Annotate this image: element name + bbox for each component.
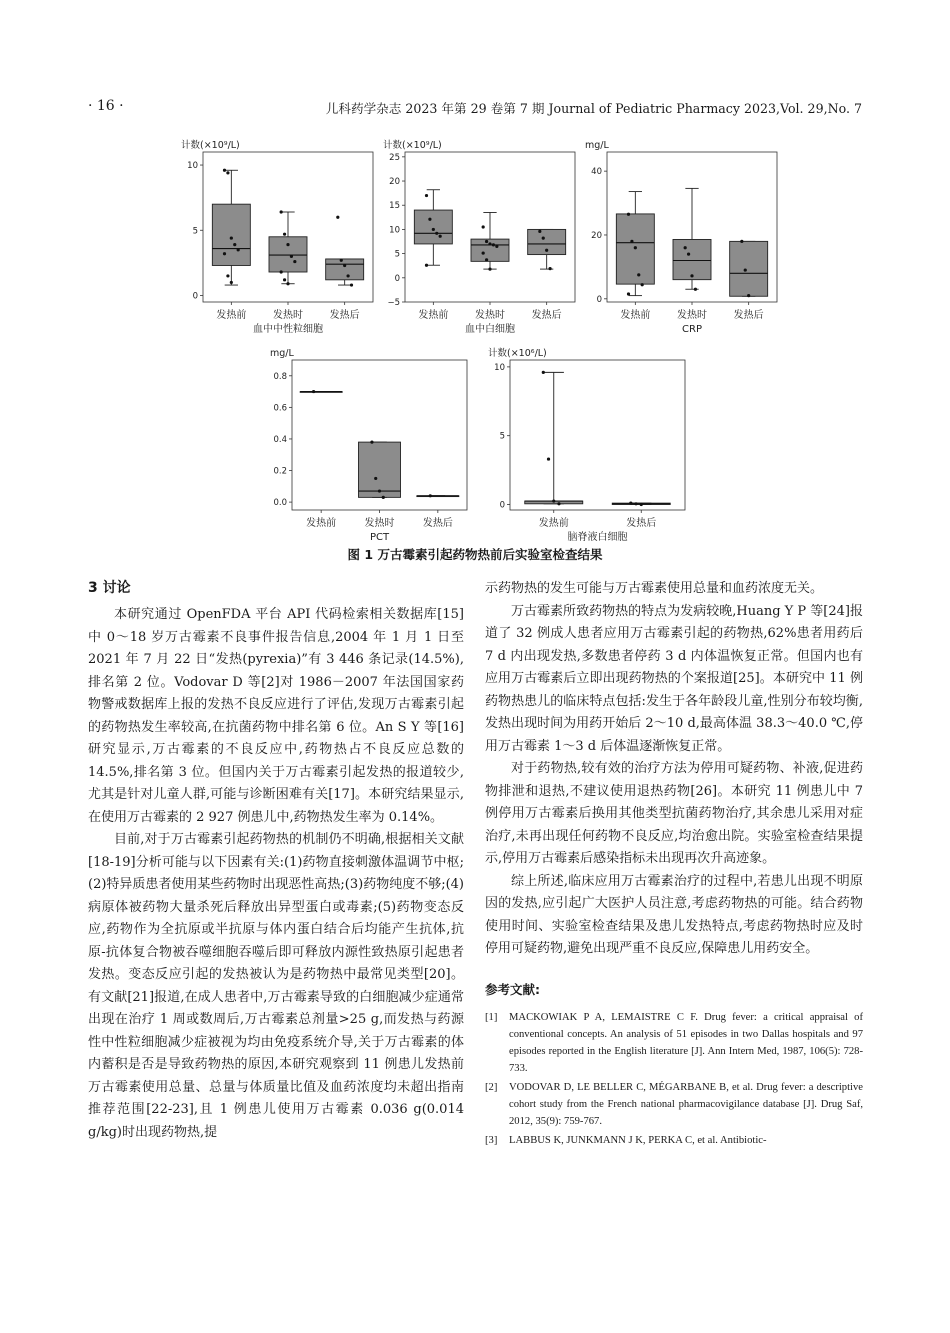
data-point (226, 274, 229, 277)
paragraph: 万古霉素所致药物热的特点为发病较晚,Huang Y P 等[24]报道了 32 例成人患者应用万古霉素引起的药物热,62%患者用药后 7 d 内出现发热,多数患者停药 3 d 内体温恢复正常。但国内也有应用万古霉素后立即出现药物热的个案报道[25]。本研究中 11 例药物热患儿的临床特点包括:发生于各年龄段儿童,性别分布较均衡,发热出现时间为用药开始后 2～10 d,最高体温 38.3～40.0 ℃,停用万古霉素 1～3 d 后体温逐渐恢复正常。 (485, 603, 863, 754)
data-point (340, 259, 343, 262)
data-point (283, 278, 286, 281)
data-point (378, 489, 381, 492)
x-tick-label: 发热时 (364, 518, 395, 529)
x-tick-label: 发热前 (216, 310, 247, 321)
chart-panel-neutrophil (181, 139, 373, 335)
data-point (290, 255, 293, 258)
reference-number: [1] (485, 1012, 498, 1023)
reference-item (485, 1132, 863, 1149)
data-point (435, 232, 438, 235)
x-tick-label: 发热后 (422, 518, 453, 529)
data-point (382, 496, 385, 499)
y-tick-label: 40 (591, 167, 602, 178)
box (326, 259, 364, 280)
data-point (495, 245, 498, 248)
data-point (641, 283, 644, 286)
reference-text: MACKOWIAK P A, LEMAISTRE C F. Drug fever: a critical appraisal of conventional concepts. An analysis of 51 episodes in two Dallas hospitals and 97 episodes reported in the English literature [J]. Ann Intern Med, 1987, 106(5): 728-733. (509, 1012, 863, 1074)
data-point (545, 249, 548, 252)
data-point (557, 502, 560, 505)
y-tick-label: 20 (591, 230, 602, 241)
axis-unit-label: 计数(×10⁹/L) (181, 140, 240, 151)
y-tick-label: 0.4 (273, 434, 287, 445)
data-point (286, 282, 289, 285)
x-tick-label: 发热前 (418, 310, 449, 321)
y-tick-label: 0.2 (273, 466, 287, 477)
data-point (428, 218, 431, 221)
data-point (482, 225, 485, 228)
y-tick-label: 10 (494, 362, 505, 373)
x-tick-label: 发热后 (329, 310, 360, 321)
running-title: 儿科药学杂志 2023 年第 29 卷第 7 期 Journal of Pediatric Pharmacy 2023,Vol. 29,No. 7 (325, 101, 862, 116)
data-point (312, 390, 315, 393)
data-point (432, 228, 435, 231)
data-point (283, 233, 286, 236)
data-point (226, 171, 229, 174)
data-point (542, 237, 545, 240)
y-tick-label: −5 (387, 298, 400, 308)
chart-panel-csf (488, 347, 685, 543)
figure-1-boxplots (0, 130, 950, 545)
page-number: · 16 · (88, 98, 124, 114)
data-point (740, 240, 743, 243)
x-tick-label: 发热后 (733, 310, 764, 321)
y-tick-label: 10 (187, 161, 198, 172)
box (730, 241, 768, 296)
reference-text: LABBUS K, JUNKMANN J K, PERKA C, et al. Antibiotic- (509, 1135, 767, 1146)
data-point (482, 252, 485, 255)
x-tick-label: 发热前 (306, 518, 337, 529)
x-axis-title: 脑脊液白细胞 (567, 532, 628, 543)
data-point (744, 268, 747, 271)
reference-number: [2] (485, 1082, 498, 1093)
data-point (374, 477, 377, 480)
data-point (230, 281, 233, 284)
reference-item (485, 1009, 863, 1077)
box (414, 210, 452, 244)
x-axis-title: 血中中性粒细胞 (253, 324, 323, 335)
data-point (425, 194, 428, 197)
data-point (548, 267, 551, 270)
reference-number: [3] (485, 1135, 498, 1146)
data-point (694, 288, 697, 291)
x-tick-label: 发热时 (475, 310, 505, 321)
data-point (637, 273, 640, 276)
x-tick-label: 发热前 (538, 518, 569, 529)
data-point (280, 210, 283, 213)
data-point (552, 499, 555, 502)
data-point (485, 240, 488, 243)
plot-frame (510, 360, 685, 510)
data-point (747, 294, 750, 297)
reference-text: VODOVAR D, LE BELLER C, MÉGARBANE B, et al. Drug fever: a descriptive cohort study from the French national pharmacovigilance database [J]. Drug Saf, 2012, 35(9): 759-767. (509, 1082, 863, 1127)
data-point (538, 230, 541, 233)
data-point (286, 243, 289, 246)
box (269, 237, 307, 272)
y-tick-label: 5 (394, 249, 400, 260)
data-point (547, 457, 550, 460)
data-point (343, 264, 346, 267)
data-point (690, 274, 693, 277)
data-point (488, 267, 491, 270)
x-axis-title: PCT (369, 532, 390, 543)
box (673, 239, 711, 279)
y-tick-label: 15 (389, 201, 400, 212)
references-heading: 参考文献: (485, 981, 540, 997)
data-point (293, 260, 296, 263)
chart-panel-pct (270, 348, 467, 543)
data-point (488, 242, 491, 245)
x-tick-label: 发热后 (531, 310, 562, 321)
data-point (223, 169, 226, 172)
data-point (233, 243, 236, 246)
chart-panel-wbc (383, 139, 575, 335)
data-point (425, 264, 428, 267)
data-point (684, 246, 687, 249)
data-point (230, 236, 233, 239)
data-point (429, 494, 432, 497)
y-tick-label: 5 (192, 226, 198, 237)
x-tick-label: 发热前 (620, 310, 651, 321)
box (212, 204, 250, 265)
data-point (237, 248, 240, 251)
y-tick-label: 0.0 (273, 498, 287, 509)
section-title: 3 讨论 (88, 580, 131, 596)
axis-unit-label: 计数(×10⁶/L) (488, 348, 547, 359)
y-tick-label: 0 (192, 291, 198, 302)
y-tick-label: 0.6 (273, 403, 287, 414)
data-point (629, 502, 632, 505)
reference-item (485, 1079, 863, 1130)
data-point (542, 371, 545, 374)
data-point (634, 246, 637, 249)
data-point (346, 274, 349, 277)
data-point (630, 240, 633, 243)
x-tick-label: 发热时 (677, 310, 707, 321)
axis-unit-label: mg/L (585, 140, 609, 151)
axis-unit-label: 计数(×10⁹/L) (383, 140, 442, 151)
data-point (627, 292, 630, 295)
x-axis-title: CRP (682, 324, 702, 335)
data-point (627, 213, 630, 216)
y-tick-label: 10 (389, 225, 400, 236)
x-axis-title: 血中白细胞 (465, 324, 515, 335)
y-tick-label: 0.8 (273, 371, 287, 382)
y-tick-label: 20 (389, 177, 400, 188)
chart-panel-crp (585, 140, 777, 335)
x-tick-label: 发热后 (626, 518, 657, 529)
paragraph: 本研究通过 OpenFDA 平台 API 代码检索相关数据库[15]中 0～18 岁万古霉素不良事件报告信息,2004 年 1 月 1 日至 2021 年 7 月 22 日“发热(pyrexia)”有 3 446 条记录(14.5%),排名第 2 位。Vodovar D 等[2]对 1986－2007 年法国国家药物警戒数据库上报的发热不良反应进行了评估,发现万古霉素引起的药物热发生率较高,在抗菌药物中排名第 6 位。An S Y 等[16]研究显示,万古霉素的不良反应中,药物热占不良反应总数的 14.5%,排名第 3 位。但国内关于万古霉素引起发热的报道较少,尤其是针对儿童人群,可能与诊断困难有关[17]。本研究结果显示,在使用万古霉素的 2 927 例患儿中,药物热发生率为 0.14%。 (88, 607, 464, 825)
paragraph: 目前,对于万古霉素引起药物热的机制仍不明确,根据相关文献[18-19]分析可能与以下因素有关:(1)药物直接刺激体温调节中枢;(2)特异质患者使用某些药物时出现恶性高热;(3)药物纯度不够;(4)病原体被药物大量杀死后释放出异型蛋白或毒素;(5)药物变态反应,药物作为全抗原或半抗原与体内蛋白结合后均能产生抗体,抗原-抗体复合物被吞噬细胞吞噬后即可释放内源性致热原引起患者发热。变态反应引起的发热被认为是药物热中最常见类型[20]。有文献[21]报道,在成人患者中,万古霉素导致的白细胞减少症通常出现在治疗 1 周或数周后,万古霉素总剂量>25 g,而发热与药源性中性粒细胞减少症被视为均由免疫系统介导,关于万古霉素的体内蓄积是否是导致药物热的原因,本研究观察到 11 例患儿发热前万古霉素使用总量、总量与体质量比值及血药浓度均未超出指南推荐范围[22-23],且 1 例患儿使用万古霉素 0.036 g(0.014 g/kg)时出现药物热,提 (88, 832, 465, 1140)
paragraph: 对于药物热,较有效的治疗方法为停用可疑药物、补液,促进药物排泄和退热,不建议使用退热药物[26]。本研究 11 例患儿中 7 例停用万古霉素后换用其他类型抗菌药物治疗,其余患儿采用对症治疗,未再出现任何药物不良反应,均治愈出院。实验室检查结果提示,停用万古霉素后感染指标未出现再次升高迹象。 (485, 761, 863, 866)
data-point (634, 502, 637, 505)
y-tick-label: 0 (499, 500, 505, 511)
left-column (88, 578, 464, 1144)
data-point (640, 503, 643, 506)
data-point (336, 216, 339, 219)
y-tick-label: 25 (389, 152, 400, 163)
y-tick-label: 0 (596, 294, 602, 305)
data-point (439, 235, 442, 238)
data-point (492, 243, 495, 246)
right-column (485, 578, 863, 1151)
data-point (687, 253, 690, 256)
paragraph-continuation: 示药物热的发生可能与万古霉素使用总量和血药浓度无关。 (485, 581, 824, 596)
figure-caption: 图 1 万古霉素引起药物热前后实验室检查结果 (347, 547, 603, 562)
box (359, 442, 401, 497)
data-point (350, 283, 353, 286)
y-tick-label: 5 (499, 431, 505, 442)
data-point (223, 252, 226, 255)
data-point (485, 258, 488, 261)
data-point (280, 270, 283, 273)
data-point (370, 441, 373, 444)
running-header (88, 98, 862, 120)
axis-unit-label: mg/L (270, 348, 294, 359)
x-tick-label: 发热时 (273, 310, 303, 321)
paragraph: 综上所述,临床应用万古霉素治疗的过程中,若患儿出现不明原因的发热,应引起广大医护人员注意,考虑药物热的可能。结合药物使用时间、实验室检查结果及患儿发热特点,考虑药物热时应及时停用可疑药物,避免出现严重不良反应,保障患儿用药安全。 (485, 873, 863, 956)
y-tick-label: 0 (394, 273, 400, 284)
